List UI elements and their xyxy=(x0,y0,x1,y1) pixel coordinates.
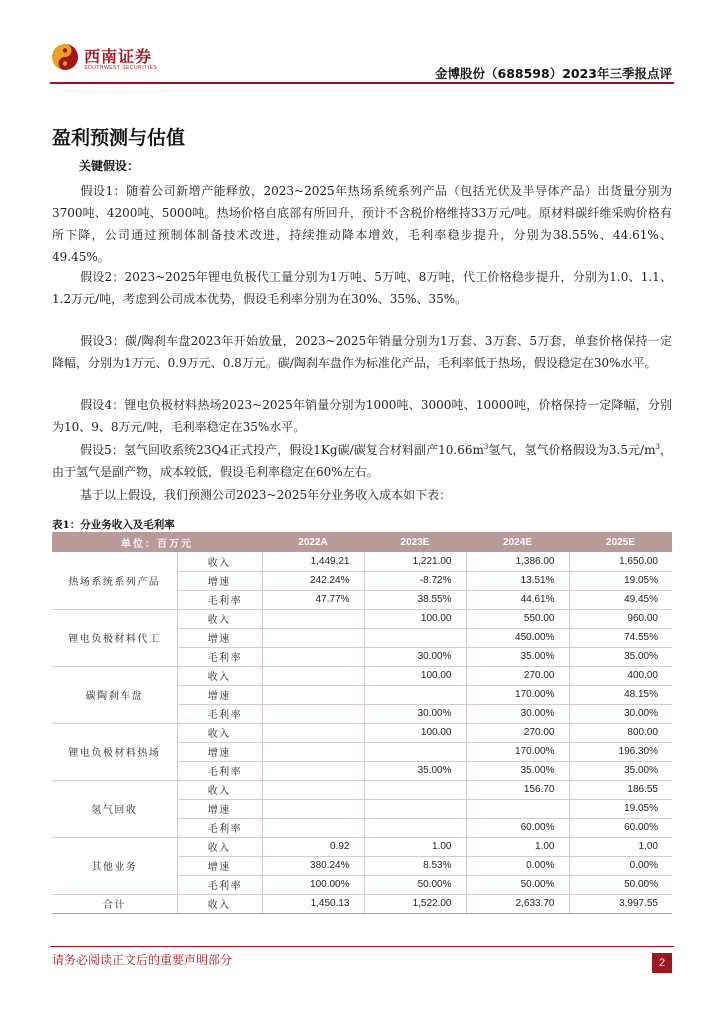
report-title: 金博股份（688598）2023年三季报点评 xyxy=(435,66,672,81)
header-divider xyxy=(50,82,674,84)
assumption-3: 假设3：碳/陶刹车盘2023年开始放量，2023~2025年销量分别为1万套、3万套、5万套，单套价格保持一定降幅，分别为1万元、0.9万元、0.8万元。碳/陶刹车盘作为标准化产品，毛利率低于热场，假设稳定在30%水平。 xyxy=(52,334,672,370)
table-cell: 400.00 xyxy=(569,666,672,685)
logo-text: 西南证券 xyxy=(84,47,153,66)
company-logo xyxy=(50,42,160,76)
table-cell: 2,633.70 xyxy=(466,894,569,913)
table-cell: 0.00% xyxy=(466,856,569,875)
table-cell xyxy=(262,647,364,666)
section-title: 盈利预测与估值 xyxy=(52,127,186,149)
table-cell: -8.72% xyxy=(364,571,466,590)
metric-label: 毛利率 xyxy=(177,590,262,609)
table-cell: 550.00 xyxy=(466,609,569,628)
table-cell xyxy=(364,685,466,704)
table-cell: 49.45% xyxy=(569,590,672,609)
table-cell xyxy=(262,704,364,723)
metric-label: 毛利率 xyxy=(177,818,262,837)
table-cell xyxy=(364,742,466,761)
table-cell: 270.00 xyxy=(466,723,569,742)
table-header-row xyxy=(52,532,672,552)
metric-label: 增速 xyxy=(177,571,262,590)
table-cell: 30.00% xyxy=(569,704,672,723)
metric-label: 毛利率 xyxy=(177,761,262,780)
table-cell: 450.00% xyxy=(466,628,569,647)
table-total-row xyxy=(52,894,672,913)
table-cell: 1.00 xyxy=(364,837,466,856)
table-cell: 1.00 xyxy=(466,837,569,856)
table-cell xyxy=(262,723,364,742)
table-cell xyxy=(364,628,466,647)
table-cell: 100.00% xyxy=(262,875,364,894)
table-cell: 74.55% xyxy=(569,628,672,647)
table-cell: 60.00% xyxy=(569,818,672,837)
metric-label: 毛利率 xyxy=(177,875,262,894)
table-cell: 35.00% xyxy=(466,647,569,666)
table-row xyxy=(52,723,672,742)
table-cell: 48.15% xyxy=(569,685,672,704)
table-cell: 1,449.21 xyxy=(262,552,364,571)
table-cell: 186.55 xyxy=(569,780,672,799)
table-cell xyxy=(262,742,364,761)
footer-divider xyxy=(50,946,674,947)
table-cell: 0.00% xyxy=(569,856,672,875)
table-cell: 60.00% xyxy=(466,818,569,837)
table-cell: 100.00 xyxy=(364,723,466,742)
metric-label: 收入 xyxy=(177,894,262,913)
table-cell: 50.00% xyxy=(466,875,569,894)
table-cell: 19.05% xyxy=(569,799,672,818)
page-number: 2 xyxy=(652,953,672,973)
table-cell: 3,997.55 xyxy=(569,894,672,913)
metric-label: 毛利率 xyxy=(177,704,262,723)
segment-name: 碳陶刹车盘 xyxy=(52,666,177,723)
assumption-2: 假设2：2023~2025年锂电负极代工量分别为1万吨、5万吨、8万吨，代工价格稳步提升，分别为1.0、1.1、1.2万元/吨，考虑到公司成本优势，假设毛利率分别为在30%、35%、35%。 xyxy=(52,270,672,306)
table-cell xyxy=(262,666,364,685)
table-cell: 30.00% xyxy=(364,647,466,666)
table-cell: 100.00 xyxy=(364,666,466,685)
table-cell: 50.00% xyxy=(364,875,466,894)
table-cell: 196.30% xyxy=(569,742,672,761)
table-cell: 13.51% xyxy=(466,571,569,590)
table-cell xyxy=(364,780,466,799)
table-title: 表1：分业务收入及毛利率 xyxy=(52,519,175,531)
metric-label: 收入 xyxy=(177,780,262,799)
table-cell: 270.00 xyxy=(466,666,569,685)
table-cell: 35.00% xyxy=(569,761,672,780)
table-cell: 19.05% xyxy=(569,571,672,590)
column-header: 2024E xyxy=(466,532,569,552)
table-cell: 0.92 xyxy=(262,837,364,856)
table-cell xyxy=(262,628,364,647)
metric-label: 收入 xyxy=(177,723,262,742)
metric-label: 增速 xyxy=(177,799,262,818)
assumption-1: 假设1：随着公司新增产能释放，2023~2025年热场系统系列产品（包括光伏及半导体产品）出货量分别为3700吨、4200吨、5000吨。热场价格自底部有所回升，预计不含税价格维持33万元/吨。原材料碳纤维采购价格有所下降，公司通过预制体制备技术改进，持续推动降本增效，毛利率稳步提升，分别为38.55%、44.61%、49.45%。 xyxy=(52,184,672,264)
table-cell: 170.00% xyxy=(466,742,569,761)
table-cell: 44.61% xyxy=(466,590,569,609)
metric-label: 增速 xyxy=(177,742,262,761)
column-header: 2025E xyxy=(569,532,672,552)
segment-name: 热场系统系列产品 xyxy=(52,552,177,609)
logo-subtext: SOUTHWEST SECURITIES xyxy=(84,65,158,71)
table-cell xyxy=(364,799,466,818)
table-cell: 1,650.00 xyxy=(569,552,672,571)
table-cell: 1,522.00 xyxy=(364,894,466,913)
page-header xyxy=(0,0,724,90)
table-cell: 50.00% xyxy=(569,875,672,894)
table-cell: 242.24% xyxy=(262,571,364,590)
table-cell: 1.00 xyxy=(569,837,672,856)
table-cell: 800.00 xyxy=(569,723,672,742)
table-cell: 30.00% xyxy=(466,704,569,723)
column-header: 2023E xyxy=(364,532,466,552)
table-cell: 1,386.00 xyxy=(466,552,569,571)
table-cell: 1,221.00 xyxy=(364,552,466,571)
table-cell xyxy=(466,799,569,818)
metric-label: 收入 xyxy=(177,609,262,628)
logo-icon xyxy=(50,42,80,72)
table-cell xyxy=(262,609,364,628)
table-row xyxy=(52,552,672,571)
table-cell: 47.77% xyxy=(262,590,364,609)
metric-label: 增速 xyxy=(177,856,262,875)
assumption-4: 假设4：锂电负极材料热场2023~2025年销量分别为1000吨、3000吨、10000吨，价格保持一定降幅，分别为10、9、8万元/吨，毛利率稳定在35%水平。 xyxy=(52,398,672,434)
table-row xyxy=(52,609,672,628)
key-assumptions-heading: 关键假设： xyxy=(79,159,140,173)
table-cell: 30.00% xyxy=(364,704,466,723)
segment-name: 锂电负极材料热场 xyxy=(52,723,177,780)
table-cell: 100.00 xyxy=(364,609,466,628)
table-row xyxy=(52,837,672,856)
metric-label: 收入 xyxy=(177,666,262,685)
metric-label: 毛利率 xyxy=(177,647,262,666)
table-cell: 380.24% xyxy=(262,856,364,875)
table-cell: 170.00% xyxy=(466,685,569,704)
table-row xyxy=(52,666,672,685)
metric-label: 增速 xyxy=(177,628,262,647)
metric-label: 收入 xyxy=(177,552,262,571)
table-cell xyxy=(262,685,364,704)
table-cell: 1,450.13 xyxy=(262,894,364,913)
total-label: 合计 xyxy=(52,894,177,913)
table-row xyxy=(52,780,672,799)
table-cell xyxy=(262,799,364,818)
assumption-5: 假设5：氢气回收系统23Q4正式投产，假设1Kg碳/碳复合材料副产$10.66m^3$氢气，氢气价格假设为3.5元$/m^3$，由于氢气是副产物，成本较低，假设毛利率稳定在60%左右。 xyxy=(52,443,672,479)
table-cell: 156.70 xyxy=(466,780,569,799)
table-cell: 960.00 xyxy=(569,609,672,628)
table-cell: 38.55% xyxy=(364,590,466,609)
metric-label: 增速 xyxy=(177,685,262,704)
disclaimer-note: 请务必阅读正文后的重要声明部分 xyxy=(52,953,233,967)
segment-name: 锂电负极材料代工 xyxy=(52,609,177,666)
metric-label: 收入 xyxy=(177,837,262,856)
table-cell: 35.00% xyxy=(364,761,466,780)
column-header: 2022A xyxy=(262,532,364,552)
table-cell xyxy=(262,818,364,837)
table-cell xyxy=(262,761,364,780)
table-cell xyxy=(364,818,466,837)
table-cell xyxy=(262,780,364,799)
segment-name: 氢气回收 xyxy=(52,780,177,837)
table-cell: 35.00% xyxy=(569,647,672,666)
table-intro: 基于以上假设，我们预测公司2023~2025年分业务收入成本如下表： xyxy=(80,488,452,502)
table-cell: 35.00% xyxy=(466,761,569,780)
segment-name: 其他业务 xyxy=(52,837,177,894)
revenue-table xyxy=(52,532,672,914)
table-cell: 8.53% xyxy=(364,856,466,875)
column-header: 单位：百万元 xyxy=(52,532,262,552)
